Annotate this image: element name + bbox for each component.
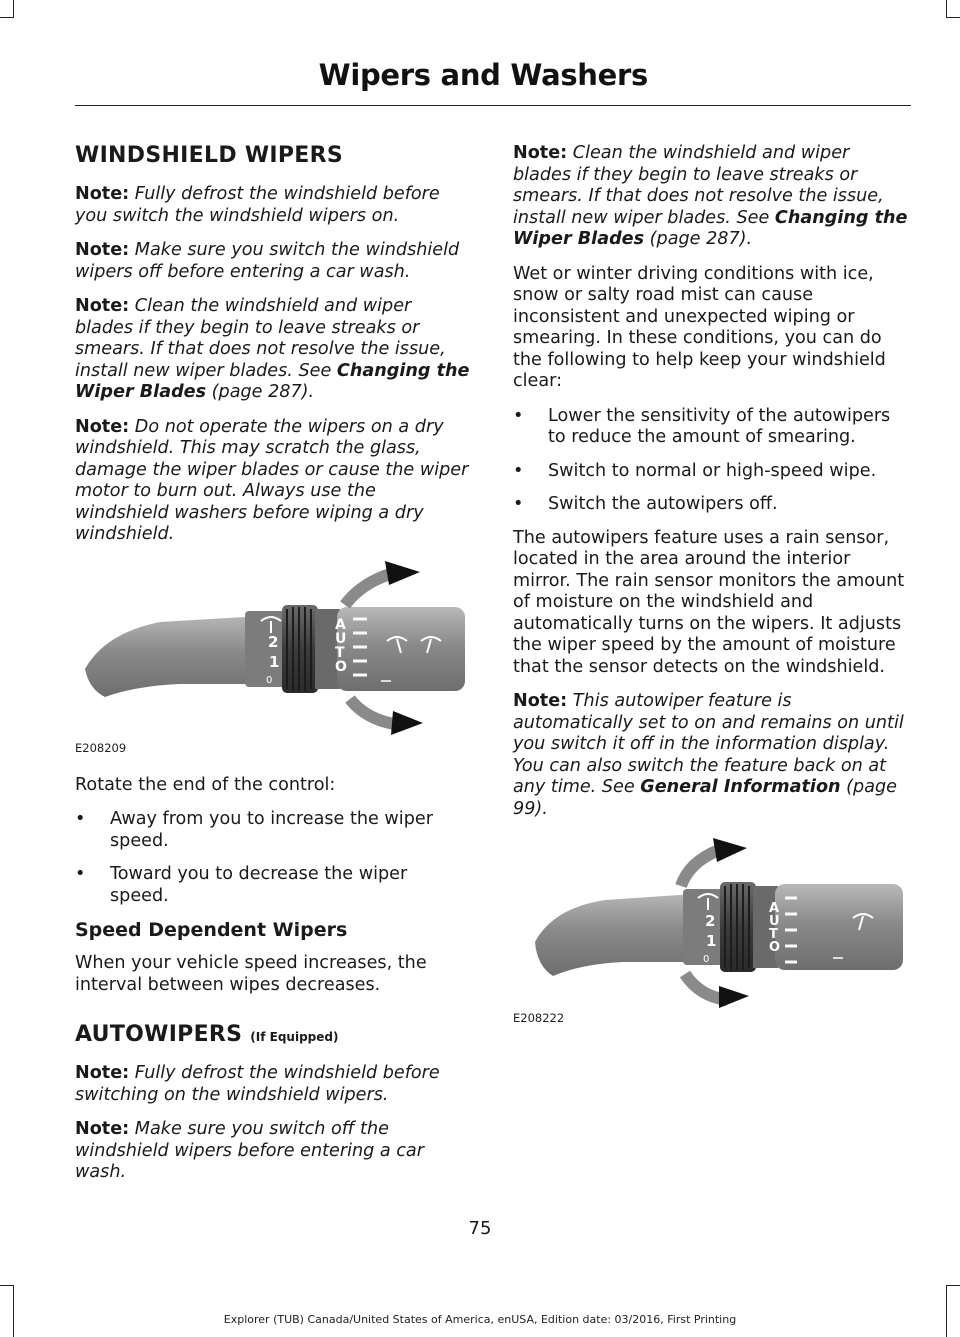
note-clean-blades-auto: Note: Clean the windshield and wiper blades if they begin to leave streaks or smears. If that does not resolve the issue, install new wiper blades. See Changing the Wiper Blades (page 287). bbox=[513, 143, 908, 249]
rotate-toward-arrow bbox=[350, 699, 423, 735]
lever-label-auto-t: T bbox=[335, 644, 345, 661]
crop-mark bbox=[946, 17, 960, 18]
crop-mark bbox=[946, 0, 947, 17]
rain-sensor-text: The autowipers feature uses a rain sensor, located in the area around the interior mirror. The rain sensor monitors the amount of moisture on the windshield and automatically turns on the wipers. It adjusts the wiper speed by the amount of moisture that the sensor detects on the windshield. bbox=[513, 527, 905, 677]
right-column bbox=[513, 143, 908, 1045]
link-changing-wiper-blades[interactable]: Changing the Wiper Blades bbox=[513, 207, 908, 249]
lever-label-auto-t: T bbox=[769, 927, 778, 942]
rotate-toward-arrow bbox=[685, 974, 749, 1008]
winter-conditions-text: Wet or winter driving conditions with ice, snow or salty road mist can cause inconsistent and unexpected wiping or smearing. In these conditions, you can do the following to help keep your windshield clear: bbox=[513, 263, 886, 391]
list-item: • Away from you to increase the wiper speed. bbox=[75, 809, 470, 852]
note-autowiper-setting: Note: This autowiper feature is automatically set to on and remains on until you switch it off in the information display. You can also switch the feature back on at any time. See General Information (page 99). bbox=[513, 691, 904, 819]
left-column bbox=[75, 143, 470, 1197]
lever-label-auto-a: A bbox=[769, 901, 780, 916]
crop-mark bbox=[13, 0, 14, 17]
lever-label-auto-o: O bbox=[335, 658, 347, 675]
note-defrost-auto: Note: Fully defrost the windshield before switching on the windshield wipers. bbox=[75, 1063, 440, 1105]
note-car-wash: Note: Make sure you switch the windshield wipers off before entering a car wash. bbox=[75, 240, 460, 282]
note-clean-blades: Note: Clean the windshield and wiper blades if they begin to leave streaks or smears. If that does not resolve the issue, install new wiper blades. See Changing the Wiper Blades (page 287). bbox=[75, 296, 470, 402]
wiper-lever-figure-1 bbox=[75, 559, 470, 755]
list-item: • Switch to normal or high-speed wipe. bbox=[513, 461, 908, 483]
crop-mark bbox=[13, 1285, 14, 1337]
crop-mark bbox=[946, 1285, 960, 1286]
note-car-wash-auto: Note: Make sure you switch off the windshield wipers before entering a car wash. bbox=[75, 1119, 424, 1182]
sensitivity-up-icon bbox=[781, 874, 793, 884]
lever-label-speed-2: 2 bbox=[705, 912, 716, 930]
rotate-away-arrow bbox=[681, 838, 747, 886]
footer-edition: Explorer (TUB) Canada/United States of America, enUSA, Edition date: 03/2016, First Printing bbox=[223, 1313, 737, 1326]
lever-label-off: 0 bbox=[703, 954, 710, 965]
lever-label-speed-1: 1 bbox=[269, 652, 280, 671]
crop-mark bbox=[0, 17, 14, 18]
lever-label-speed-1: 1 bbox=[706, 932, 717, 950]
lever-label-auto-o: O bbox=[769, 940, 781, 955]
page-number: 75 bbox=[468, 1218, 492, 1239]
list-item: • Toward you to decrease the wiper speed. bbox=[75, 864, 470, 907]
figure-code: E208209 bbox=[75, 740, 127, 755]
link-changing-wiper-blades[interactable]: Changing the Wiper Blades bbox=[75, 360, 470, 402]
list-item: • Lower the sensitivity of the autowipers to reduce the amount of smearing. bbox=[513, 406, 908, 449]
note-defrost: Note: Fully defrost the windshield before you switch the windshield wipers on. bbox=[75, 184, 440, 226]
rotate-away-arrow bbox=[345, 561, 420, 605]
rotate-intro: Rotate the end of the control: bbox=[75, 774, 336, 795]
figure-code: E208222 bbox=[513, 1011, 565, 1025]
wiper-lever-figure-2 bbox=[513, 834, 908, 1025]
rotate-list bbox=[75, 809, 470, 907]
header-rule bbox=[75, 105, 911, 106]
page-header-title: Wipers and Washers bbox=[318, 58, 648, 92]
list-item: • Switch the autowipers off. bbox=[513, 494, 908, 516]
lever-label-speed-2: 2 bbox=[268, 632, 279, 651]
section-heading-autowipers: AUTOWIPERS (If Equipped) bbox=[75, 1022, 339, 1047]
crop-mark bbox=[0, 1285, 14, 1286]
section-heading-windshield-wipers: WINDSHIELD WIPERS bbox=[75, 143, 344, 168]
speed-dependent-text: When your vehicle speed increases, the interval between wipes decreases. bbox=[75, 953, 427, 995]
lever-label-auto-u: U bbox=[335, 630, 347, 647]
lever-label-auto-u: U bbox=[769, 914, 780, 929]
link-general-information[interactable]: General Information bbox=[640, 777, 841, 797]
lever-label-auto-a: A bbox=[335, 616, 346, 633]
note-dry-windshield: Note: Do not operate the wipers on a dry windshield. This may scratch the glass, damage the wiper blades or cause the wiper motor to burn out. Always use the windshield washers before wiping a dry windshield. bbox=[75, 416, 469, 544]
crop-mark bbox=[946, 1285, 947, 1337]
winter-tips-list bbox=[513, 406, 908, 516]
wiper-lever-illustration bbox=[75, 559, 470, 739]
subheading-speed-dependent-wipers: Speed Dependent Wipers bbox=[75, 919, 348, 941]
autowiper-lever-illustration bbox=[513, 834, 908, 1009]
lever-label-off: 0 bbox=[266, 674, 273, 686]
